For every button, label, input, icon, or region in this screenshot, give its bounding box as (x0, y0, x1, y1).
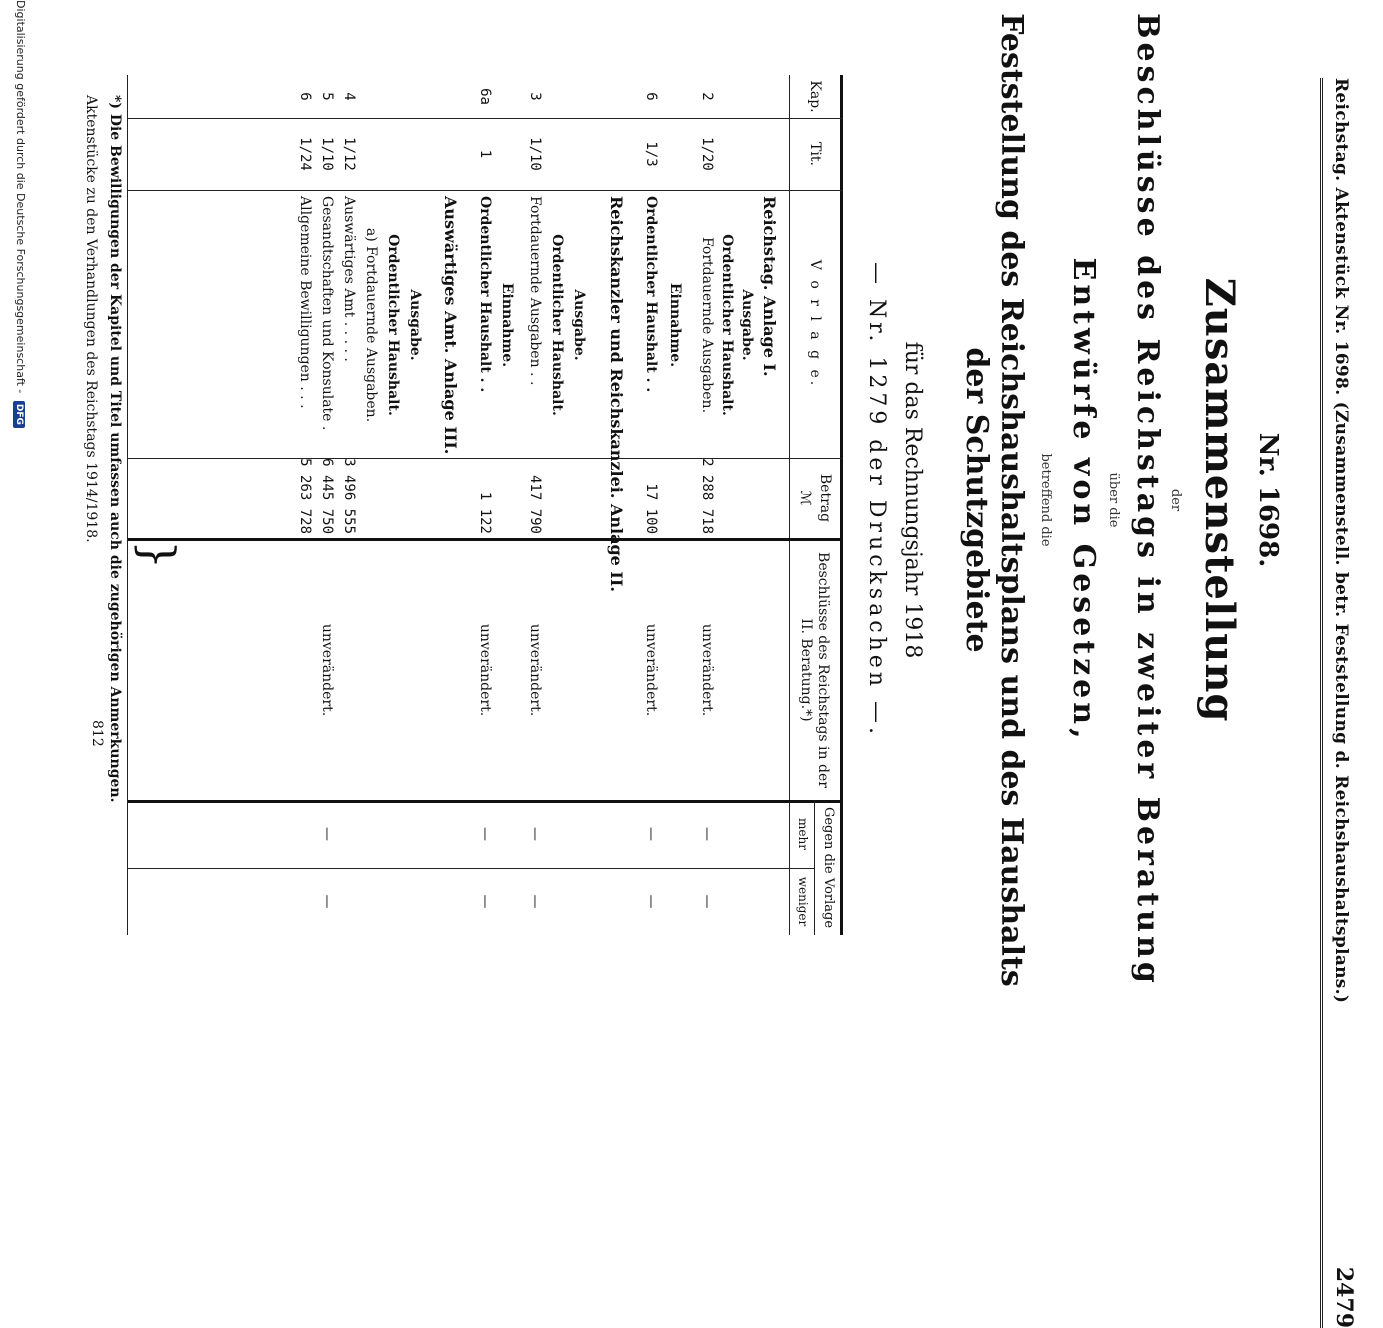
row-vorlage-text: Einnahme. (667, 282, 683, 368)
row-mehr: — (699, 827, 715, 841)
row-tit: 1/10 (527, 137, 543, 171)
row-vorlage-text: Reichskanzler und Reichskanzlei. Anlage II. (607, 196, 626, 592)
footnote: *) Die Bewilligungen der Kapitel und Titel umfassen auch die zugehörigen Anmerkungen. (107, 95, 123, 803)
row-beschluss: unverändert. (477, 623, 493, 717)
row-tit: 1/24 (297, 137, 313, 171)
row-beschluss: unverändert. (699, 623, 715, 717)
dfg-logo-icon: DFG (13, 401, 25, 428)
row-weniger: — (477, 894, 493, 909)
header-betrag: Betrag (817, 473, 833, 523)
row-vorlage-text: Auswärtiges Amt . . . . . (341, 196, 357, 362)
row-betrag: 3 496 555 (341, 458, 357, 534)
header-betrag-unit: ℳ (797, 490, 813, 506)
col-rule-betrag (128, 538, 843, 541)
row-betrag: 417 790 (527, 474, 543, 534)
row-betrag: 6 445 750 (319, 458, 335, 534)
gegen-sub-rule (814, 800, 815, 935)
row-vorlage-text: Ordentlicher Haushalt. (549, 234, 565, 416)
row-betrag: 5 263 728 (297, 458, 313, 534)
header-kap: Kap. (807, 80, 823, 113)
row-mehr: — (477, 827, 493, 841)
row-vorlage-text: Fortdauernde Ausgaben . . (527, 196, 543, 386)
table-header-rule (789, 75, 790, 935)
title-entwuerfe: Entwürfe von Gesetzen, (1066, 257, 1101, 743)
row-vorlage-text: Ordentlicher Haushalt . . (643, 196, 659, 393)
row-kap: 6a (477, 88, 493, 105)
col-rule-tit (128, 190, 843, 191)
row-tit: 1 (477, 149, 493, 159)
row-betrag: 1 122 (477, 491, 493, 534)
row-beschluss: unverändert. (643, 623, 659, 717)
row-tit: 1/12 (341, 137, 357, 171)
row-vorlage-text: Allgemeine Bewilligungen . . . (297, 196, 313, 409)
row-mehr: — (643, 827, 659, 841)
row-vorlage-text: Fortdauernde Ausgaben. (699, 236, 715, 414)
row-tit: 1/3 (643, 141, 659, 167)
row-vorlage-text: Ausgabe. (407, 289, 423, 361)
row-vorlage-text: Ordentlicher Haushalt. (385, 234, 401, 416)
row-vorlage-text: Ordentlicher Haushalt. (719, 234, 735, 416)
row-vorlage-text: Ausgabe. (571, 289, 587, 361)
header-tit: Tit. (807, 142, 823, 166)
row-kap: 6 (643, 92, 659, 101)
row-weniger: — (527, 894, 543, 909)
running-head (1320, 78, 1373, 1328)
title-der: der (1168, 488, 1183, 512)
row-weniger: — (699, 894, 715, 909)
row-kap: 3 (527, 92, 543, 101)
title-feststellung: Feststellung des Reichshaushaltsplans und des Haushalts der Schutzgebiete (959, 13, 1029, 987)
row-vorlage-text: Gesandtschaften und Konsulate . (319, 196, 335, 431)
row-kap: 2 (699, 92, 715, 101)
title-betreffend: betreffend die (1038, 453, 1053, 547)
group-brace: } (131, 540, 185, 570)
title-drucksachen: — Nr. 1279 der Drucksachen —. (864, 262, 889, 738)
row-beschluss: unverändert. (527, 623, 543, 717)
running-head-text: Reichstag. Aktenstück Nr. 1698. (Zusammenstell. betr. Feststellung d. Reichshaushaltsplans.) (1331, 78, 1351, 1004)
title-fiscal-year: für das Rechnungsjahr 1918 (900, 341, 925, 659)
row-kap: 5 (319, 92, 335, 101)
row-vorlage-text: Ordentlicher Haushalt . . (477, 196, 493, 393)
footnote-source: Aktenstücke zu den Verhandlungen des Reichstags 1914/1918. (83, 95, 99, 543)
row-vorlage-text: Ausgabe. (739, 289, 755, 361)
scan-credit-text: Digitalisierung gefördert durch die Deutsche Forschungsgemeinschaft - (14, 0, 27, 394)
row-beschluss: unverändert. (319, 623, 335, 717)
row-betrag: 17 100 (643, 483, 659, 534)
table-top-rule (840, 75, 843, 935)
row-vorlage-text: Reichstag. Anlage I. (760, 196, 779, 377)
running-head-page-number: 2479 (1331, 1266, 1357, 1328)
row-weniger: — (319, 894, 335, 909)
row-vorlage-text: Einnahme. (499, 282, 515, 368)
row-betrag: 2 288 718 (699, 458, 715, 534)
row-weniger: — (643, 894, 659, 909)
header-weniger: weniger (796, 876, 810, 927)
row-tit: 1/20 (699, 137, 715, 171)
header-gegen-vorlage: Gegen die Vorlage (821, 806, 836, 929)
header-vorlage: V o r l a g e. (807, 259, 823, 389)
row-kap: 6 (297, 92, 313, 101)
scan-credit (13, 0, 27, 1000)
document-number: Nr. 1698. (1253, 432, 1283, 568)
row-vorlage-text: a) Fortdauernde Ausgaben. (363, 227, 379, 423)
row-mehr: — (527, 827, 543, 841)
header-mehr: mehr (796, 818, 810, 850)
row-kap: 4 (341, 92, 357, 101)
row-tit: 1/10 (319, 137, 335, 171)
header-beschluesse: Beschlüsse des Reichstags in der II. Beratung.*) (798, 552, 831, 788)
document-title: Zusammenstellung (1196, 277, 1243, 723)
title-ueber: über die (1106, 472, 1121, 528)
row-mehr: — (319, 827, 335, 841)
row-vorlage-text: Auswärtiges Amt. Anlage III. (441, 196, 460, 455)
bottom-page-number: 812 (89, 720, 105, 747)
table-bottom-rule (127, 75, 128, 935)
title-beschluesse: Beschlüsse des Reichstags in zweiter Beratung (1130, 13, 1165, 987)
